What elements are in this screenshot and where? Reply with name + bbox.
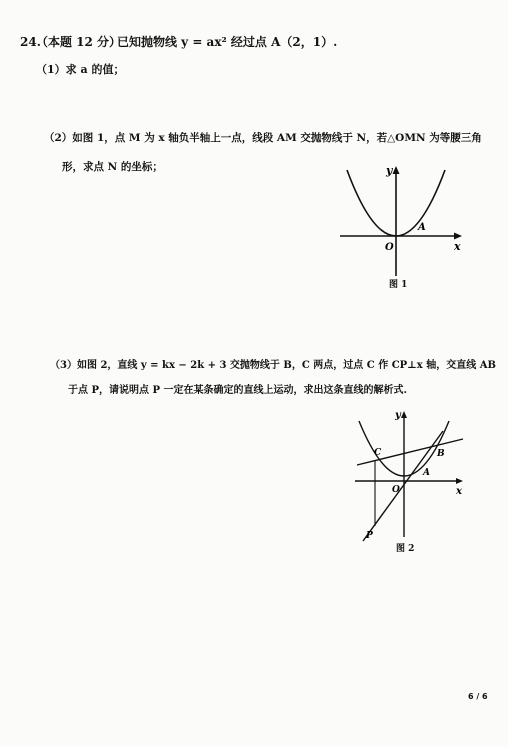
figure-1-caption: 图 1 <box>389 280 408 290</box>
fig1-label-y: y <box>386 164 393 177</box>
figure-1 <box>330 158 470 288</box>
fig1-y-arrow <box>393 166 400 174</box>
fig2-label-c: C <box>374 448 382 458</box>
fig2-label-b: B <box>437 449 445 459</box>
fig2-label-y: y <box>395 410 401 421</box>
part3-line1: （3）如图 2，直线 y = kx − 2k + 3 交抛物线于 B，C 两点，过点 C 作 CP⊥x 轴，交直线 AB <box>50 360 496 371</box>
fig1-label-o: O <box>385 242 394 253</box>
fig2-line-bc <box>357 439 463 465</box>
problem-score: （本题 12 分） <box>36 35 122 49</box>
fig2-label-x: x <box>456 486 462 497</box>
fig1-label-x: x <box>454 240 461 253</box>
part2-line2: 形，求点 N 的坐标； <box>62 161 163 173</box>
fig2-x-arrow <box>456 478 463 484</box>
fig1-x-arrow <box>454 233 462 240</box>
fig2-y-arrow <box>401 411 407 418</box>
fig1-label-a: A <box>418 222 426 233</box>
problem-number: 24. <box>20 35 41 49</box>
figure-2-caption: 图 2 <box>396 544 415 554</box>
figure-2 <box>345 405 475 545</box>
part3-line2: 于点 P，请说明点 P 一定在某条确定的直线上运动，求出这条直线的解析式. <box>68 385 407 396</box>
problem-stem: 已知抛物线 y = ax² 经过点 A（2，1）. <box>117 35 338 49</box>
fig2-label-a: A <box>423 468 430 478</box>
part2-line1: （2）如图 1，点 M 为 x 轴负半轴上一点，线段 AM 交抛物线于 N，若△OMN 为等腰三角 <box>44 132 482 144</box>
fig2-label-o: O <box>392 485 400 495</box>
fig2-label-p: P <box>366 531 373 541</box>
part1-text: （1）求 a 的值； <box>36 63 125 76</box>
page-number: 6 / 6 <box>468 692 488 701</box>
